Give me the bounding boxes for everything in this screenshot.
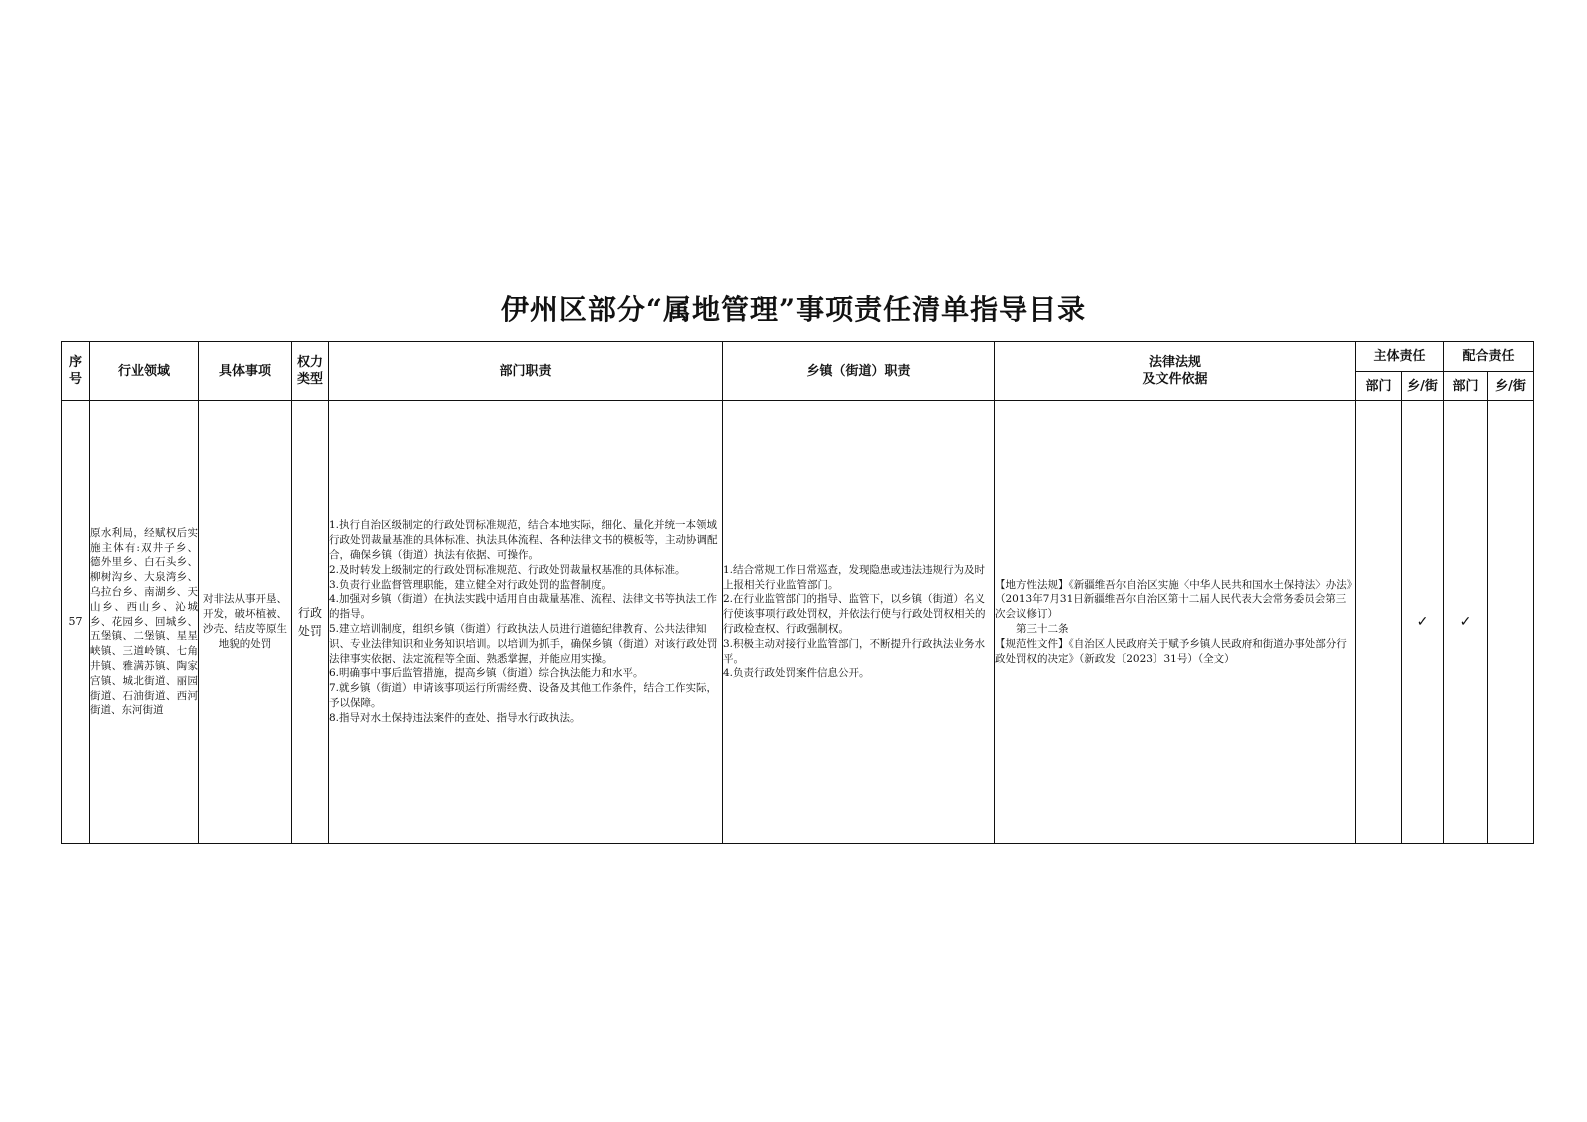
header-row-1 — [62, 342, 1534, 372]
coop-town-mark — [1488, 401, 1534, 844]
header-coop-resp: 配合责任 — [1444, 342, 1534, 372]
dept-duty-item: 2.及时转发上级制定的行政处罚标准规范、行政处罚裁量权基准的具体标准。 — [329, 563, 686, 576]
row-power-type: 行政处罚 — [292, 401, 329, 844]
coop-dept-check-icon: ✓ — [1444, 401, 1488, 844]
row-law-basis — [995, 401, 1356, 844]
dept-duty-item: 8.指导对水土保持违法案件的查处、指导水行政执法。 — [329, 711, 581, 724]
town-duty-item: 1.结合常规工作日常巡查，发现隐患或违法违规行为及时上报相关行业监管部门。 — [723, 563, 986, 591]
dept-duty-item: 4.加强对乡镇（街道）在执法实践中适用自由裁量基准、流程、法律文书等执法工作的指导。 — [329, 593, 718, 621]
row-seq: 57 — [62, 401, 90, 844]
dept-duty-item: 7.就乡镇（街道）申请该事项运行所需经费、设备及其他工作条件，结合工作实际，予以保障。 — [329, 682, 718, 709]
main-town-check-icon: ✓ — [1402, 401, 1444, 844]
row-field: 原水利局，经赋权后实施主体有:双井子乡、德外里乡、白石头乡、柳树沟乡、大泉湾乡、乌拉台乡、南湖乡、天山乡、西山乡、沁城乡、花园乡、回城乡、五堡镇、二堡镇、星星峡镇、三道岭镇、七角井镇、雅满苏镇、陶家宫镇、城北街道、丽园街道、石油街道、西河街道、东河街道 — [90, 401, 199, 844]
main-dept-mark — [1356, 401, 1402, 844]
responsibility-table — [61, 341, 1534, 844]
dept-duty-item: 3.负责行业监督管理职能，建立健全对行政处罚的监督制度。 — [329, 578, 613, 591]
dept-duty-item: 1.执行自治区级制定的行政处罚标准规范，结合本地实际，细化、量化并统一本领域行政处罚裁量基准的具体标准、执法具体流程、各种法律文书的模板等，主动协调配合，确保乡镇（街道）执法有依据、可操作。 — [329, 519, 718, 562]
town-duty-item: 3.积极主动对接行业监管部门，不断提升行政执法业务水平。 — [723, 637, 986, 665]
town-duty-item: 4.负责行政处罚案件信息公开。 — [723, 667, 870, 680]
dept-duty-item: 5.建立培训制度，组织乡镇（街道）行政执法人员进行道德纪律教育、公共法律知识、专业法律知识和业务知识培训。以培训为抓手，确保乡镇（街道）对该行政处罚法律事实依据、法定流程等全面、熟悉掌握，并能应用实操。 — [329, 623, 718, 665]
row-matter: 对非法从事开垦、开发，破坏植被、沙壳、结皮等原生地貌的处罚 — [199, 401, 292, 844]
law-item: 第三十二条 — [995, 623, 1069, 635]
law-item: 【地方性法规】《新疆维吾尔自治区实施〈中华人民共和国水土保持法〉办法》（2013年7月31日新疆维吾尔自治区第十二届人民代表大会常务委员会第三次会议修订） — [995, 578, 1352, 621]
header-law-line2: 及文件依据 — [1142, 372, 1208, 387]
row-dept-duty — [329, 401, 723, 844]
dept-duty-item: 6.明确事中事后监管措施，提高乡镇（街道）综合执法能力和水平。 — [329, 667, 644, 680]
row-town-duty — [723, 401, 995, 844]
law-item: 【规范性文件】《自治区人民政府关于赋予乡镇人民政府和街道办事处部分行政处罚权的决定》（新政发〔2023〕31号）（全文） — [995, 637, 1347, 665]
town-duty-item: 2.在行业监管部门的指导、监管下，以乡镇（街道）名义行使该事项行政处罚权，并依法行使与行政处罚权相关的行政检查权、行政强制权。 — [723, 593, 986, 635]
header-dept-duty: 部门职责 — [329, 342, 723, 401]
header-power-type: 权力类型 — [292, 342, 329, 401]
header-main-town: 乡/街 — [1402, 372, 1444, 401]
header-seq: 序号 — [62, 342, 90, 401]
header-coop-town: 乡/街 — [1488, 372, 1534, 401]
header-law-basis — [995, 342, 1356, 401]
header-matter: 具体事项 — [199, 342, 292, 401]
header-main-resp: 主体责任 — [1356, 342, 1444, 372]
header-coop-dept: 部门 — [1444, 372, 1488, 401]
header-law-line1: 法律法规 — [1148, 355, 1201, 370]
page-title: 伊州区部分“属地管理”事项责任清单指导目录 — [500, 293, 1087, 326]
header-main-dept: 部门 — [1356, 372, 1402, 401]
header-town-duty: 乡镇（街道）职责 — [723, 342, 995, 401]
header-field: 行业领域 — [90, 342, 199, 401]
table-row — [62, 401, 1534, 844]
